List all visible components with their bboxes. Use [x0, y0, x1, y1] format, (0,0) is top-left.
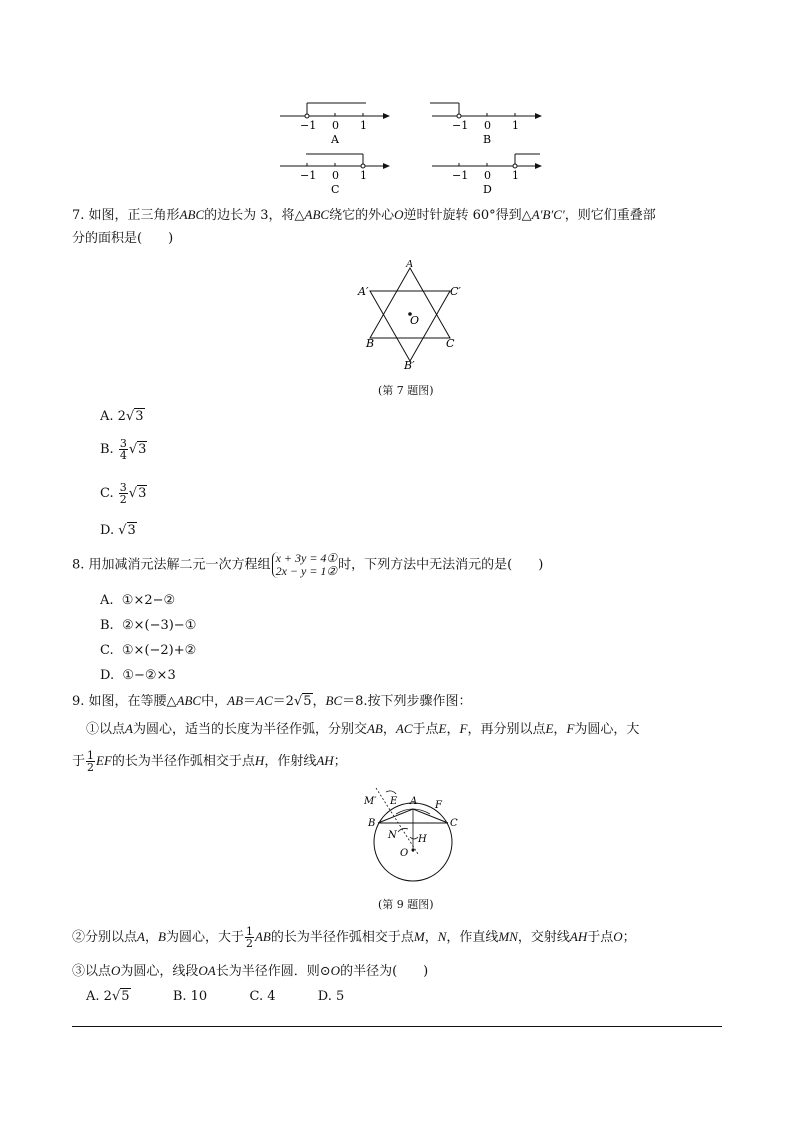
label-O: O [410, 314, 420, 327]
tick-label: 1 [360, 169, 367, 182]
tick-label: 1 [512, 119, 519, 132]
tick-label: −1 [452, 169, 469, 182]
label-H: H [418, 834, 427, 845]
option-label: B [483, 133, 492, 146]
q9-options [86, 988, 344, 1006]
label-A-prime: A′ [358, 285, 369, 298]
label-C: C [446, 337, 455, 350]
label-B: B [366, 337, 375, 350]
label-B-prime: B′ [404, 359, 415, 370]
option-label: D [483, 183, 492, 196]
label-B: B [368, 818, 376, 829]
tick-label: 0 [332, 169, 339, 182]
tick-label: −1 [300, 169, 317, 182]
q7-figure-hexagram [352, 258, 468, 370]
q8-option-a[interactable]: A. ①×2−② [100, 593, 176, 608]
q8-line1: 8. 用加减消元法解二元一次方程组 x + 3y = 4① 2x − y = 1② 时，下列方法中无法消元的是( ) [72, 551, 544, 578]
q7-option-d[interactable]: D. √3 [100, 523, 136, 538]
numberline-b [428, 100, 548, 148]
label-O: O [400, 848, 409, 859]
q9-step3-line: ③以点O为圆心，线段OA长为半径作圆．则⊙O的半径为( ) [72, 963, 429, 979]
numberline-c [276, 152, 396, 200]
q9-step2-line: ②分别以点A，B为圆心，大于 $\frac{1}{2}$ AB的长为半径作弧相交于点M，N，作直线MN，交射线AH于点O； [72, 925, 636, 950]
label-M: M′ [364, 796, 377, 807]
q9-step1-line2: 于 $\frac{1}{2}$ EF的长为半径作弧相交于点H，作射线AH； [72, 749, 347, 774]
label-A: A [406, 258, 413, 270]
option-label: A [331, 133, 339, 146]
tick-label: 0 [332, 119, 339, 132]
tick-label: −1 [300, 119, 317, 132]
q7-line2: 分的面积是( ) [72, 231, 174, 246]
q9-caption: (第 9 题图) [378, 898, 434, 911]
q9-line1: 9. 如图，在等腰△ABC中，AB＝AC＝2√5，BC＝8.按下列步骤作图： [72, 693, 472, 709]
numberline-a [276, 100, 396, 148]
q8-option-b[interactable]: B. ②×(−3)−① [100, 618, 197, 633]
q9-option-d[interactable]: D. 5 [317, 989, 345, 1004]
q7-line1: 7. 如图，正三角形ABC的边长为 3，将△ABC绕它的外心O逆时针旋转 60°得到△A′B′C′，则它们重叠部 [72, 207, 656, 223]
label-C: C [450, 818, 458, 829]
label-E: E [390, 796, 398, 807]
q9-option-a[interactable]: A. 2√5 [86, 989, 130, 1004]
q7-caption: (第 7 题图) [378, 384, 434, 397]
q8-option-c[interactable]: C. ①×(−2)+② [100, 643, 197, 658]
q9-option-c[interactable]: C. 4 [249, 989, 276, 1004]
label-A: A [410, 796, 418, 807]
equation-system: x + 3y = 4① 2x − y = 1② [272, 552, 338, 578]
label-C-prime: C′ [450, 285, 461, 298]
q8-number: 8. [72, 557, 85, 573]
page-divider [72, 1026, 722, 1027]
numberline-d [428, 152, 548, 200]
tick-label: −1 [452, 119, 469, 132]
tick-label: 1 [512, 169, 519, 182]
q7-number: 7. [72, 208, 85, 223]
q9-figure-construction [358, 782, 468, 890]
option-label: C [331, 183, 340, 196]
q7-option-a[interactable]: A. 2√3 [100, 409, 144, 424]
tick-label: 0 [484, 169, 491, 182]
q7-option-c[interactable]: C. $\frac{3}{2}$ √3 [100, 481, 147, 506]
label-F: F [435, 800, 442, 811]
tick-label: 0 [484, 119, 491, 132]
label-N: N [388, 830, 397, 841]
q8-option-d[interactable]: D. ①−②×3 [100, 668, 176, 683]
q9-option-b[interactable]: B. 10 [172, 989, 208, 1004]
q9-step1-line1: ①以点A为圆心，适当的长度为半径作弧，分别交AB，AC于点E，F，再分别以点E，F为圆心，大 [86, 721, 640, 737]
q9-number: 9. [72, 694, 85, 709]
tick-label: 1 [360, 119, 367, 132]
q7-option-b[interactable]: B. $\frac{3}{4}$ √3 [100, 437, 147, 462]
